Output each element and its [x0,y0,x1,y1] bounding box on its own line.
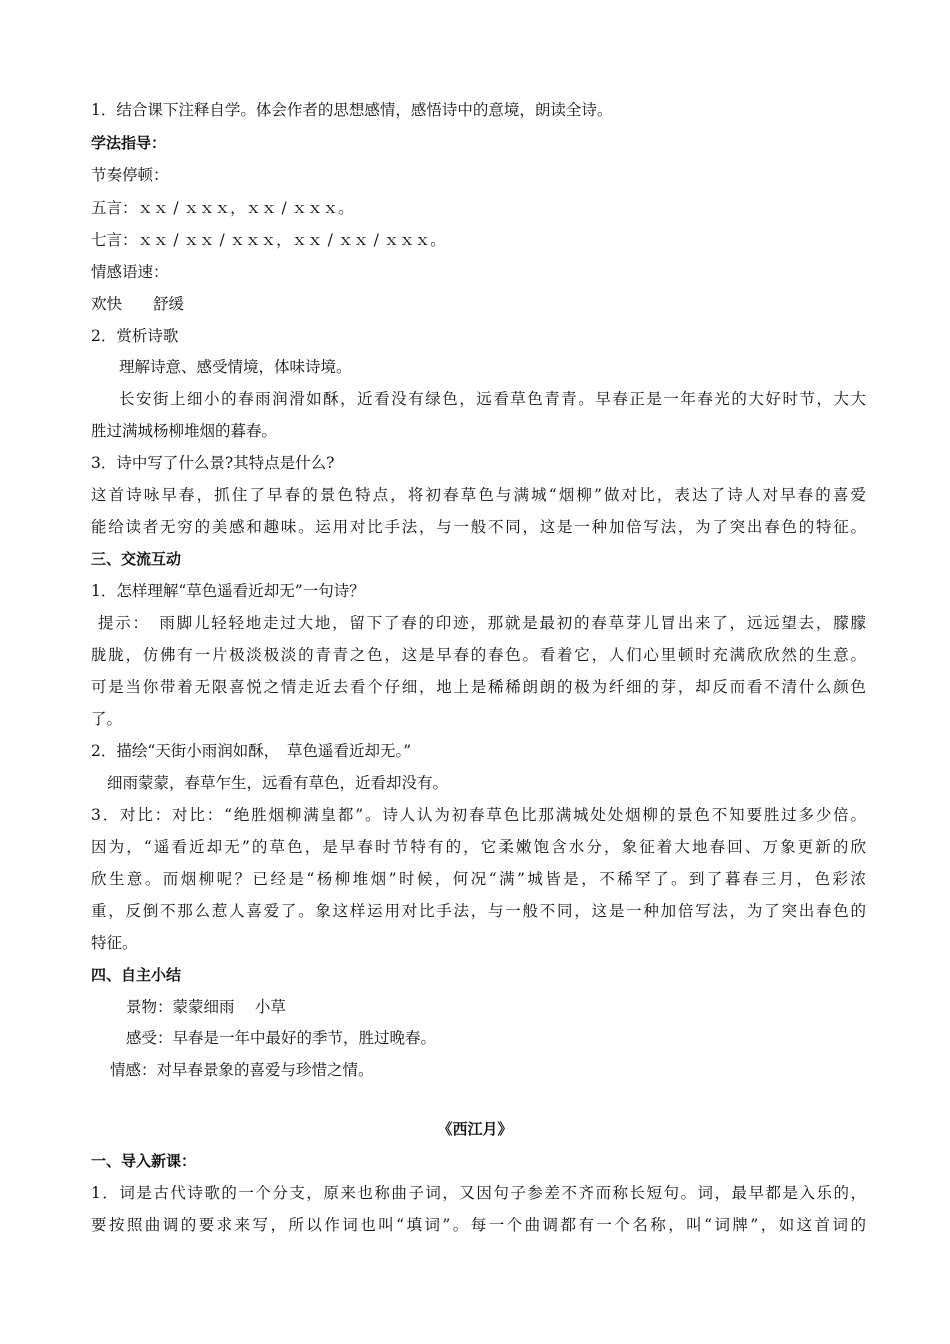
heading-summary: 四、自主小结 [91,966,182,984]
appreciate-poem-item: 2．赏析诗歌 [91,327,179,345]
heading-interaction: 三、交流互动 [91,550,182,568]
question-3: 3．诗中写了什么景?其特点是什么? [91,454,335,472]
study-step-1: 1．结合课下注释自学。体会作者的思想感情，感悟诗中的意境，朗读全诗。 [91,101,613,119]
heading-introduction: 一、导入新课： [91,1152,197,1170]
intro-line-2: 要按照曲调的要求来写，所以作词也叫“填词”。每一个曲调都有一个名称，叫“词牌”，如这首词的 [91,1216,866,1234]
seven-char-rhythm: 七言：ｘｘ / ｘｘ / ｘｘｘ，ｘｘ / ｘｘ / ｘｘｘ。 [91,231,446,249]
heading-method-guide: 学法指导： [91,134,167,152]
interaction-question-2: 2．描绘“天街小雨润如酥， 草色遥看近却无。” [91,742,412,760]
rhythm-label: 节奏停顿： [91,166,169,184]
interaction-answer-2: 细雨蒙蒙，春草乍生，远看有草色，近看却没有。 [107,774,449,792]
five-char-rhythm: 五言：ｘｘ / ｘｘｘ，ｘｘ / ｘｘｘ。 [91,199,354,217]
hint-line-3: 可是当你带着无限喜悦之情走近去看个仔细，地上是稀稀朗朗的极为纤细的芽，却反而看不清什么颜色 [91,678,866,696]
interaction-question-1: 1．怎样理解“草色遥看近却无”一句诗？ [91,582,365,600]
emotion-pace-label: 情感语速： [91,263,169,281]
summary-feeling: 感受：早春是一年中最好的季节，胜过晚春。 [126,1029,437,1047]
poem-meaning-line-1: 长安街上细小的春雨润滑如酥，近看没有绿色，远看草色青青。早春正是一年春光的大好时节，大大 [119,390,866,408]
contrast-line-3: 欣生意。而烟柳呢？已经是“杨柳堆烟”时候，何况“满”城皆是，不稀罕了。到了暮春三月，色彩浓 [91,870,866,888]
summary-emotion: 情感：对早春景象的喜爱与珍惜之情。 [110,1061,374,1079]
emotion-pace-values: 欢快 舒缓 [91,295,185,313]
answer-3-line-1: 这首诗咏早春，抓住了早春的景色特点，将初春草色与满城“烟柳”做对比，表达了诗人对早春的喜爱 [91,486,866,504]
hint-line-4: 了。 [91,710,123,728]
hint-line-1: 提示： 雨脚儿轻轻地走过大地，留下了春的印迹，那就是最初的春草芽儿冒出来了，远远望去，朦朦 [98,614,866,632]
contrast-line-5: 特征。 [91,934,138,952]
answer-3-line-2: 能给读者无穷的美感和趣味。运用对比手法，与一般不同，这是一种加倍写法，为了突出春色的特征。 [91,518,866,536]
summary-scenery: 景物：蒙蒙细雨 小草 [126,998,286,1016]
section-title-xijiangyue: 《西江月》 [437,1120,513,1138]
intro-line-1: 1．词是古代诗歌的一个分支，原来也称曲子词，又因句子参差不齐而称长短句。词，最早都是入乐的， [91,1184,866,1202]
contrast-line-4: 重，反倒不那么惹人喜爱了。象这样运用对比手法，与一般不同，这是一种加倍写法，为了突出春色的 [91,902,866,920]
contrast-line-2: 因为，“遥看近却无”的草色，是早春时节特有的，它柔嫩饱含水分，象征着大地春回、万象更新的欣 [91,838,866,856]
poem-meaning-line-2: 胜过满城杨柳堆烟的暮春。 [91,422,278,440]
appreciate-instruction: 理解诗意、感受情境，体味诗境。 [119,358,352,376]
contrast-line-1: 3．对比：对比：“绝胜烟柳满皇都”。诗人认为初春草色比那满城处处烟柳的景色不知要胜过多少倍。 [91,806,866,824]
hint-line-2: 胧胧，仿佛有一片极淡极淡的青青之色，这是早春的春色。看着它，人们心里顿时充满欣欣然的生意。 [91,646,866,664]
